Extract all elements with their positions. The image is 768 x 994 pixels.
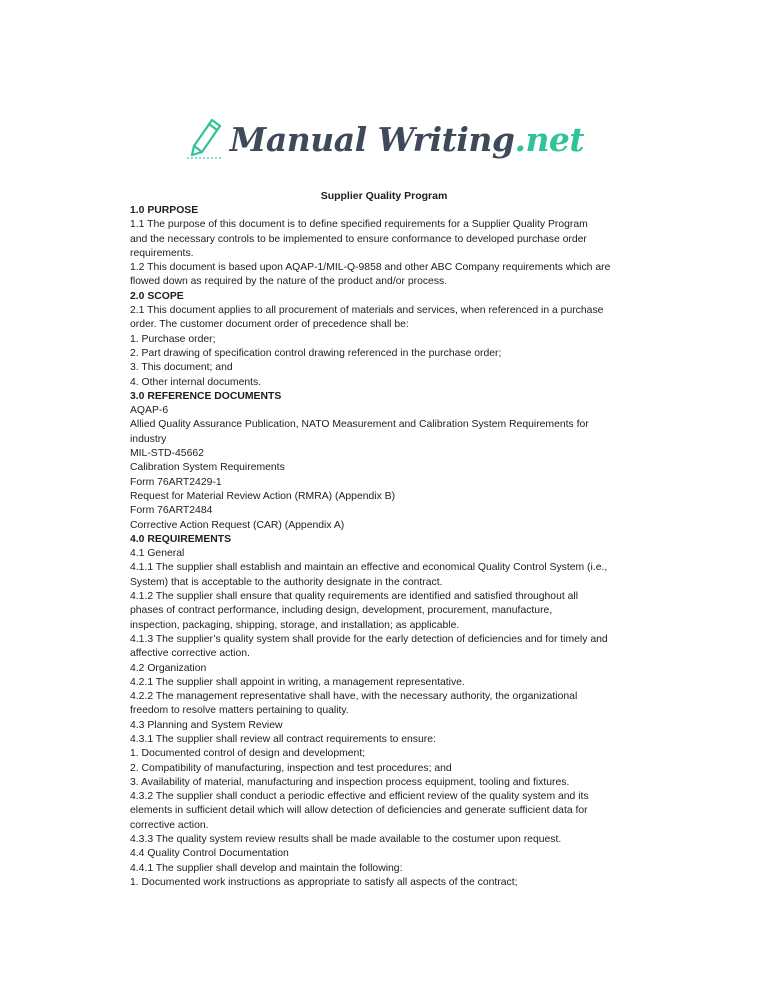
text-line: phases of contract performance, including design, development, procurement, manufacture, <box>130 605 553 617</box>
text-line: affective corrective action. <box>130 648 250 660</box>
logo-tld: .net <box>514 120 585 159</box>
text-line: Corrective Action Request (CAR) (Appendix A) <box>130 519 345 531</box>
text-line: 2. Part drawing of specification control drawing referenced in the purchase order; <box>130 347 502 359</box>
site-logo[interactable] <box>0 112 768 160</box>
text-line: inspection, packaging, shipping, storage, and installation; as applicable. <box>130 619 460 631</box>
text-line: and the necessary controls to be implemented to ensure conformance to developed purchase order <box>130 233 587 245</box>
text-line: 4.1.3 The supplier’s quality system shall provide for the early detection of deficiencies and for timely and <box>130 633 608 645</box>
text-line: MIL-STD-45662 <box>130 448 204 460</box>
text-line: 4.3.1 The supplier shall review all contract requirements to ensure: <box>130 733 436 745</box>
text-line: 1. Purchase order; <box>130 333 216 345</box>
text-line: 4.2.1 The supplier shall appoint in writing, a management representative. <box>130 676 465 688</box>
text-line: 4.1.2 The supplier shall ensure that quality requirements are identified and satisfied throughout all <box>130 591 579 603</box>
text-line: 2. Compatibility of manufacturing, inspection and test procedures; and <box>130 762 452 774</box>
text-line: industry <box>130 433 167 445</box>
text-line: Allied Quality Assurance Publication, NATO Measurement and Calibration System Requirements for <box>130 419 589 431</box>
section-heading: 3.0 REFERENCE DOCUMENTS <box>130 390 282 402</box>
text-line: order. The customer document order of precedence shall be: <box>130 319 409 331</box>
text-line: System) that is acceptable to the authority designate in the contract. <box>130 576 443 588</box>
text-line: 4. Other internal documents. <box>130 376 262 388</box>
text-line: requirements. <box>130 247 194 259</box>
text-line: 1. Documented work instructions as appropriate to satisfy all aspects of the contract; <box>130 876 518 888</box>
text-line: Form 76ART2429-1 <box>130 476 222 488</box>
text-line: 3. This document; and <box>130 362 233 374</box>
text-line: 1.1 The purpose of this document is to define specified requirements for a Supplier Quality Program <box>130 219 588 231</box>
section-heading: 1.0 PURPOSE <box>130 205 199 216</box>
text-line: 2.1 This document applies to all procurement of materials and services, when referenced in a purchase <box>130 305 604 317</box>
text-line: 1.2 This document is based upon AQAP-1/MIL-Q-9858 and other ABC Company requirements which are <box>130 262 611 274</box>
text-line: 1. Documented control of design and development; <box>130 748 366 760</box>
text-line: 4.2.2 The management representative shall have, with the necessary authority, the organizational <box>130 691 578 703</box>
text-line: 4.4.1 The supplier shall develop and maintain the following: <box>130 862 403 874</box>
text-line: 4.3 Planning and System Review <box>130 719 283 731</box>
text-line: elements in sufficient detail which will allow detection of deficiencies and generate sufficient data for <box>130 805 588 817</box>
logo-name: Manual Writing <box>229 120 515 159</box>
logo-group <box>184 112 584 160</box>
document-body <box>130 204 650 890</box>
pencil-icon <box>184 112 226 160</box>
text-line: 4.3.3 The quality system review results shall be made available to the costumer upon request. <box>130 834 562 846</box>
text-line: AQAP-6 <box>130 405 169 417</box>
text-line: 4.3.2 The supplier shall conduct a periodic effective and efficient review of the quality system and its <box>130 791 589 803</box>
text-line: freedom to resolve matters pertaining to quality. <box>130 705 349 717</box>
text-line: flowed down as required by the nature of the product and/or process. <box>130 276 448 288</box>
section-heading: 4.0 REQUIREMENTS <box>130 533 232 545</box>
text-line: corrective action. <box>130 819 209 831</box>
text-line: 4.4 Quality Control Documentation <box>130 848 289 860</box>
text-line: 3. Availability of material, manufacturing and inspection process equipment, tooling and fixtures. <box>130 776 570 788</box>
text-line: 4.2 Organization <box>130 662 207 674</box>
document-title: Supplier Quality Program <box>320 190 448 202</box>
text-line: Request for Material Review Action (RMRA) (Appendix B) <box>130 490 396 502</box>
logo-wordmark <box>229 120 585 159</box>
text-line: 4.1 General <box>130 548 185 560</box>
section-heading: 2.0 SCOPE <box>130 290 184 302</box>
text-line: Form 76ART2484 <box>130 505 213 517</box>
text-line: Calibration System Requirements <box>130 462 285 474</box>
text-line: 4.1.1 The supplier shall establish and maintain an effective and economical Quality Control System (i.e., <box>130 562 608 574</box>
